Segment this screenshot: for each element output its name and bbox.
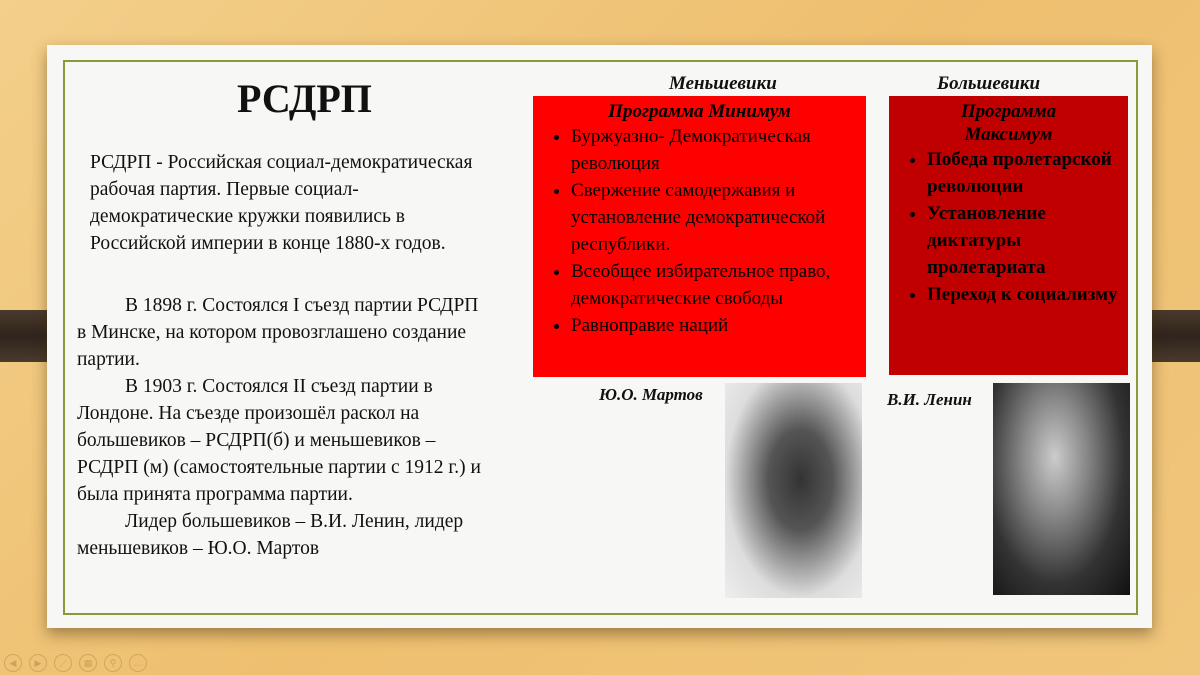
list-item: • Буржуазно- Демократическая революция <box>571 123 858 177</box>
paragraph: В 1898 г. Состоялся I съезд партии РСДРП в Минске, на котором провозглашено создание партии. <box>77 295 479 370</box>
decor-band-left <box>0 310 47 362</box>
lenin-photo <box>993 383 1130 595</box>
lenin-caption: В.И. Ленин <box>887 390 972 409</box>
paragraph: В 1903 г. Состоялся II съезд партии в Лондоне. На съезде произошёл раскол на большевиков – РСДРП(б) и меньшевиков – РСДРП (м) (самостоятельные партии с 1912 г.) и была принята программа партии. <box>77 376 481 505</box>
zoom-icon[interactable]: ⚲ <box>104 654 122 672</box>
history-text <box>77 292 487 562</box>
slide-title: РСДРП <box>237 76 372 121</box>
martov-caption: Ю.О. Мартов <box>599 385 703 404</box>
list-item: • Переход к социализму <box>927 281 1120 308</box>
bolsheviks-heading: Большевики <box>937 73 1041 94</box>
program-title: Программа Максимум <box>960 101 1057 145</box>
next-icon[interactable]: ▶ <box>29 654 47 672</box>
intro-text: РСДРП - Российская социал-демократическая рабочая партия. Первые социал-демократические кружки появились в Российской империи в конце 1880-х годов. <box>90 152 473 254</box>
slideshow-controls <box>4 654 147 672</box>
prev-icon[interactable]: ◀ <box>4 654 22 672</box>
list-item: • Равноправие наций <box>571 312 858 339</box>
more-icon[interactable]: … <box>129 654 147 672</box>
martov-photo <box>725 383 862 598</box>
list-item: • Свержение самодержавия и установление демократической республики. <box>571 177 858 258</box>
paragraph: Лидер большевиков – В.И. Ленин, лидер меньшевиков – Ю.О. Мартов <box>77 511 464 559</box>
program-title: Программа Минимум <box>608 101 791 122</box>
list-item: • Установление диктатуры пролетариата <box>927 200 1120 281</box>
slides-icon[interactable]: ▦ <box>79 654 97 672</box>
slide <box>47 45 1152 628</box>
pen-icon[interactable]: ／ <box>54 654 72 672</box>
list-item: • Всеобщее избирательное право, демократические свободы <box>571 258 858 312</box>
bolsheviks-program-box <box>889 96 1128 375</box>
list-item: • Победа пролетарской революции <box>927 146 1120 200</box>
mensheviks-program-box <box>533 96 866 377</box>
mensheviks-heading: Меньшевики <box>669 73 777 94</box>
decor-band-right <box>1152 310 1200 362</box>
